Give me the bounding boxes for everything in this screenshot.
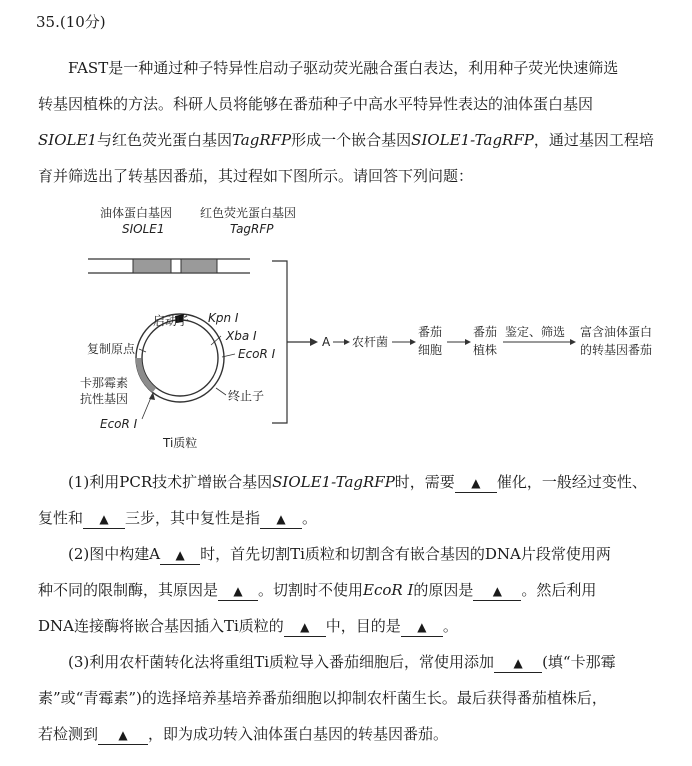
q1-gene: SIOLE1-TagRFP: [272, 473, 395, 491]
bracket: [272, 261, 287, 423]
question-score: (10分): [59, 13, 106, 31]
gene-name-chimeric: SIOLE1-TagRFP: [411, 131, 534, 149]
intro-line-2: 转基因植株的方法。科研人员将能够在番茄种子中高水平特异性表达的油体蛋白基因: [38, 95, 594, 113]
plasmid-label: Ti质粒: [163, 436, 198, 450]
flow-screening: 鉴定、筛选: [505, 325, 566, 339]
q2-line-2: [38, 580, 678, 601]
q3-line-1: [68, 652, 692, 673]
sole1-segment: [133, 259, 171, 273]
q2-text: 。然后利用: [521, 581, 597, 599]
answer-blank[interactable]: ▲: [83, 510, 125, 529]
q1-text: 催化，一般经过变性、: [496, 473, 647, 491]
ecor-right-label: EcoR Ⅰ: [238, 347, 276, 361]
terminator-label: 终止子: [228, 389, 265, 403]
gene-name-sole1: SIOLE1: [38, 131, 97, 149]
flow-result-2: 的转基因番茄: [580, 343, 653, 357]
q1-text: 复性和: [38, 509, 84, 527]
question-number: 35.: [36, 13, 60, 31]
answer-blank[interactable]: ▲: [455, 474, 497, 493]
q2-text: 的原因是: [413, 581, 474, 599]
answer-blank[interactable]: ▲: [494, 654, 542, 673]
answer-blank[interactable]: ▲: [98, 726, 148, 745]
flow-a: A: [322, 335, 331, 349]
q3-line-3: [38, 724, 678, 745]
kan-resistance-segment: [139, 358, 155, 390]
intro-line-4: 育并筛选出了转基因番茄，其过程如下图所示。请回答下列问题：: [38, 167, 474, 185]
intro-text: 与红色荧光蛋白基因: [96, 131, 232, 149]
q1-text: (1)利用PCR技术扩增嵌合基因: [68, 473, 273, 491]
q1-line-2: [38, 508, 678, 529]
q1-line-1: [68, 472, 692, 493]
intro-text: 形成一个嵌合基因: [291, 131, 412, 149]
answer-blank[interactable]: ▲: [218, 582, 258, 601]
flow-tomato-cell-2: 细胞: [418, 343, 443, 357]
q2-text: 种不同的限制酶，其原因是: [38, 581, 219, 599]
flow-tomato-plant-1: 番茄: [473, 325, 498, 339]
q3-text: ，即为成功转入油体蛋白基因的转基因番茄。: [148, 725, 449, 743]
q3-text: (填“卡那霉: [542, 653, 616, 671]
gene1-name-label: SIOLE1: [122, 222, 165, 236]
flow-tomato-cell-1: 番茄: [418, 325, 443, 339]
q2-line-1: [68, 544, 692, 565]
answer-blank[interactable]: ▲: [260, 510, 302, 529]
q3-text: (3)利用农杆菌转化法将重组Ti质粒导入番茄细胞后，常使用添加: [68, 653, 495, 671]
intro-line-3: [38, 130, 678, 150]
q1-text: 时，需要: [394, 473, 455, 491]
tagrfp-segment: [181, 259, 217, 273]
q3-line-2: 素”或“青霉素”)的选择培养基培养番茄细胞以抑制农杆菌生长。最后获得番茄植株后，: [38, 689, 607, 707]
ori-label: 复制原点: [87, 342, 136, 356]
q2-text: 。: [442, 617, 458, 635]
chimeric-gene-fragment: [88, 259, 250, 273]
promoter-label: 启动子: [153, 314, 190, 328]
intro-line-1: FAST是一种通过种子特异性启动子驱动荧光融合蛋白表达，利用种子荧光快速筛选: [68, 59, 619, 77]
gene1-cn-label: 油体蛋白基因: [100, 206, 173, 220]
gene2-cn-label: 红色荧光蛋白基因: [200, 206, 297, 220]
q2-enzyme: EcoR Ⅰ: [363, 581, 414, 599]
kpn-site-label: Kpn Ⅰ: [208, 311, 239, 325]
question-header: [36, 12, 676, 32]
q2-text: (2)图中构建A: [68, 545, 161, 563]
kan-label-2: 抗性基因: [80, 392, 129, 406]
kan-label-1: 卡那霉素: [80, 376, 129, 390]
process-figure: [0, 195, 692, 460]
flow-agrobacterium: 农杆菌: [352, 335, 389, 349]
q1-text: 。: [302, 509, 318, 527]
flow-result-1: 富含油体蛋白: [580, 325, 653, 339]
q2-text: 中，目的是: [325, 617, 401, 635]
intro-text: ，通过基因工程培: [533, 131, 654, 149]
answer-blank[interactable]: ▲: [401, 618, 443, 637]
gene-name-tagrfp: TagRFP: [231, 131, 292, 149]
gene2-name-label: TagRFP: [230, 222, 274, 236]
q1-text: 三步，其中复性是指: [125, 509, 261, 527]
flow-tomato-plant-2: 植株: [473, 343, 498, 357]
answer-blank[interactable]: ▲: [473, 582, 521, 601]
q2-text: 时，首先切割Ti质粒和切割含有嵌合基因的DNA片段常使用两: [200, 545, 611, 563]
xba-site-label: Xba Ⅰ: [226, 329, 257, 343]
q3-text: 若检测到: [38, 725, 99, 743]
answer-blank[interactable]: ▲: [160, 546, 200, 565]
answer-blank[interactable]: ▲: [284, 618, 326, 637]
q2-line-3: [38, 616, 678, 637]
ecor-left-label: EcoR Ⅰ: [100, 417, 138, 431]
q2-text: DNA连接酶将嵌合基因插入Ti质粒的: [38, 617, 284, 635]
q2-text: 。切割时不使用: [258, 581, 364, 599]
